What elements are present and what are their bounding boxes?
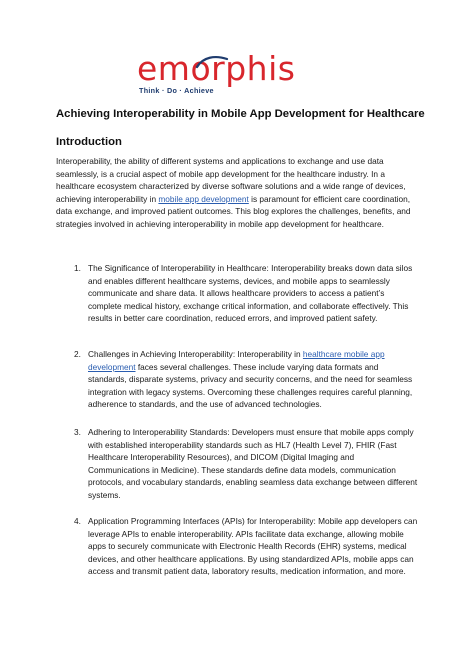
logo-swoosh-icon [195,55,229,69]
intro-text-after-link: is paramount for efficient care coordination, data exchange, and improved patient outcomes. This blog explores the challenges, benefits, and strategies involved in achieving interoperability in mobile app development for healthcare. [56,193,411,229]
emorphis-logo [137,49,297,96]
list-item-number: 4. [74,516,81,526]
list-item-text [88,515,418,578]
list-item-number: 2. [74,349,81,359]
intro-heading: Introduction [56,136,122,148]
list-item-text [88,348,418,411]
healthcare-mobile-app-development-link[interactable]: healthcare mobile app development [88,349,385,372]
list-item-text-before-link: The Significance of Interoperability in Healthcare: Interoperability breaks down data silos and enables different healthcare systems, devices, and mobile apps to seamlessly communicate and share data. It allows healthcare providers to access a patient’s complete medical history, exchange critical information, and collaborate effectively. This results in better care coordination, reduced errors, and improved patient safety. [88,263,413,324]
list-item-text-before-link: Adhering to Interoperability Standards: Developers must ensure that mobile apps comply with established interoperability standards such as HL7 (Health Level 7), FHIR (Fast Healthcare Interoperability Resources), and DICOM (Digital Imaging and Communications in Medicine). These standards define data models, communication protocols, and vocabulary standards, enabling seamless data exchange between different systems. [88,427,418,500]
list-item-number: 3. [74,427,81,437]
intro-paragraph [56,155,418,231]
logo-tagline: Think · Do · Achieve [139,86,214,95]
list-item-text-before-link: Challenges in Achieving Interoperability: Interoperability in [88,349,303,359]
list-item-text [88,262,418,325]
list-item-text-before-link: Application Programming Interfaces (APIs) for Interoperability: Mobile app developers can leverage APIs to enable interoperability. APIs facilitate data exchange, allowing mobile apps to securely communicate with Electronic Health Records (EHR) systems, medical devices, and other healthcare applications. By using standardized APIs, mobile apps can access and transmit patient data, laboratory results, medication information, and more. [88,516,418,577]
list-item-text-after-link: faces several challenges. These include varying data formats and standards, disparate systems, privacy and security concerns, and the need for seamless integration with legacy systems. Overcoming these challenges requires careful planning, adherence to standards, and the use of advanced technologies. [88,361,413,410]
mobile-app-development-link[interactable]: mobile app development [158,193,249,204]
list-item-text [88,426,418,502]
document-title: Achieving Interoperability in Mobile App Development for Healthcare [56,108,425,120]
intro-text-before-link: Interoperability, the ability of different systems and applications to exchange and use data seamlessly, is a crucial aspect of mobile app development for the healthcare industry. In a healthcare ecosystem characterized by diverse software solutions and a wide range of devices, achieving interoperability in [56,156,406,204]
logo-wordmark: emorphis [137,49,296,88]
list-item-number: 1. [74,263,81,273]
